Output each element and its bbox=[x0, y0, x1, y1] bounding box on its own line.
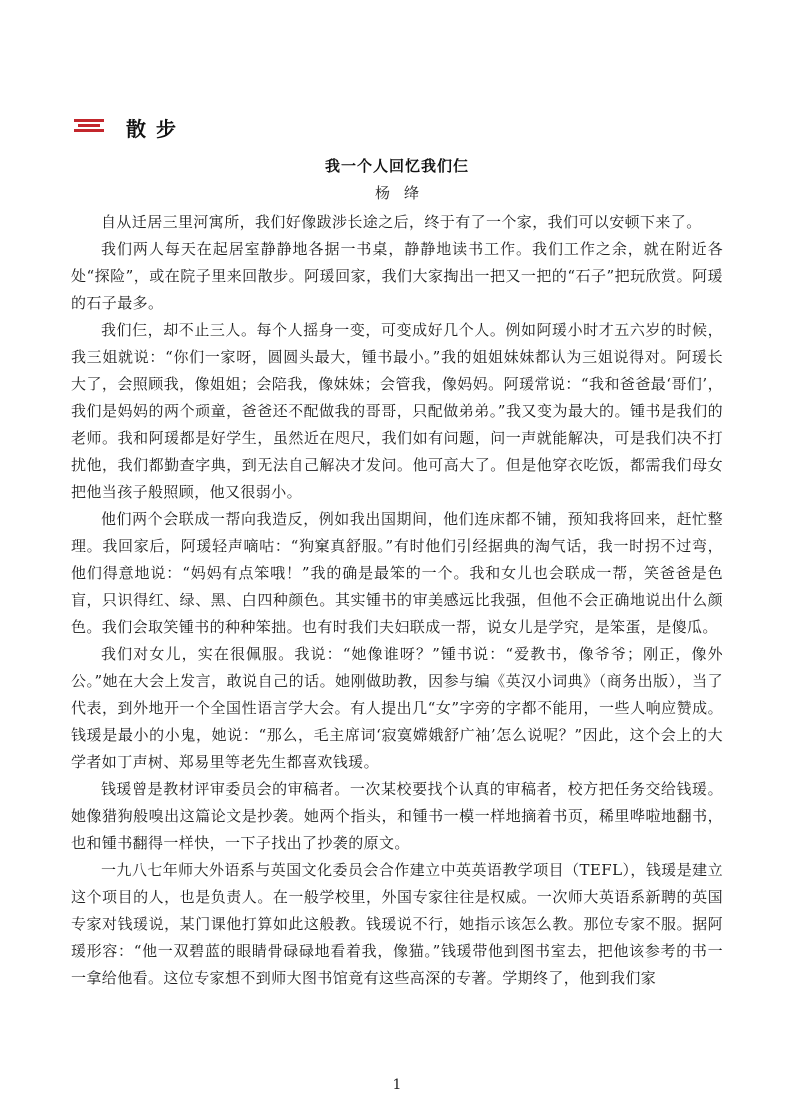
section-title: 散步 bbox=[126, 116, 186, 141]
article-body bbox=[71, 209, 723, 992]
paragraph: 我们两人每天在起居室静静地各据一书桌，静静地读书工作。我们工作之余，就在附近各处“探险”，或在院子里来回散步。阿瑗回家，我们大家掏出一把又一把的“石子”把玩欣赏。阿瑗的石子最多。 bbox=[71, 240, 723, 312]
article-title: 我一个人回忆我们仨 bbox=[324, 157, 469, 175]
paragraph: 我们仨，却不止三人。每个人摇身一变，可变成好几个人。例如阿瑗小时才五六岁的时候，我三姐就说：“你们一家呀，圆圆头最大，锺书最小。”我的姐姐妹妹都认为三姐说得对。阿瑗长大了，会照顾我，像姐姐；会陪我，像妹妹；会管我，像妈妈。阿瑗常说：“我和爸爸最‘哥们’，我们是妈妈的两个顽童，爸爸还不配做我的哥哥，只配做弟弟。”我又变为最大的。锺书是我们的老师。我和阿瑗都是好学生，虽然近在咫尺，我们如有问题，问一声就能解决，可是我们决不打扰他，我们都勤查字典，到无法自己解决才发问。他可高大了。但是他穿衣吃饭，都需我们母女把他当孩子般照顾，他又很弱小。 bbox=[71, 321, 723, 501]
section-marker-icon bbox=[74, 118, 104, 136]
paragraph: 自从迁居三里河寓所，我们好像跋涉长途之后，终于有了一个家，我们可以安顿下来了。 bbox=[101, 213, 702, 231]
paragraph: 钱瑗曾是教材评审委员会的审稿者。一次某校要找个认真的审稿者，校方把任务交给钱瑗。她像猎狗般嗅出这篇论文是抄袭。她两个指头，和锺书一模一样地摘着书页，稀里哗啦地翻书，也和锺书翻得一样快，一下子找出了抄袭的原文。 bbox=[71, 780, 723, 852]
article-author: 杨绛 bbox=[374, 184, 433, 202]
paragraph: 他们两个会联成一帮向我造反，例如我出国期间，他们连床都不铺，预知我将回来，赶忙整理。我回家后，阿瑗轻声嘀咕：“狗窠真舒服。”有时他们引经据典的淘气话，我一时拐不过弯，他们得意地说：“妈妈有点笨哦！”我的确是最笨的一个。我和女儿也会联成一帮，笑爸爸是色盲，只识得红、绿、黑、白四种颜色。其实锺书的审美感远比我强，但他不会正确地说出什么颜色。我们会取笑锺书的种种笨拙。也有时我们夫妇联成一帮，说女儿是学究，是笨蛋，是傻瓜。 bbox=[71, 510, 723, 636]
page-number: 1 bbox=[392, 1077, 402, 1093]
paragraph: 我们对女儿，实在很佩服。我说：“她像谁呀？”锺书说：“爱教书，像爷爷；刚正，像外公。”她在大会上发言，敢说自己的话。她刚做助教，因参与编《英汉小词典》（商务出版），当了代表，到外地开一个全国性语言学大会。有人提出几“女”字旁的字都不能用，一些人响应赞成。钱瑗是最小的小鬼，她说：“那么，毛主席词‘寂寞嫦娥舒广袖’怎么说呢？”因此，这个会上的大学者如丁声树、郑易里等老先生都喜欢钱瑗。 bbox=[71, 645, 723, 771]
section-header bbox=[74, 112, 186, 142]
paragraph: 一九八七年师大外语系与英国文化委员会合作建立中英英语教学项目（TEFL），钱瑗是建立这个项目的人，也是负责人。在一般学校里，外国专家往往是权威。一次师大英语系新聘的英国专家对钱瑗说，某门课他打算如此这般教。钱瑗说不行，她指示该怎么教。那位专家不服。据阿瑗形容：“他一双碧蓝的眼睛骨碌碌地看着我，像猫。”钱瑗带他到图书室去，把他该参考的书一一拿给他看。这位专家想不到师大图书馆竟有这些高深的专著。学期终了，他到我们家 bbox=[71, 861, 723, 987]
